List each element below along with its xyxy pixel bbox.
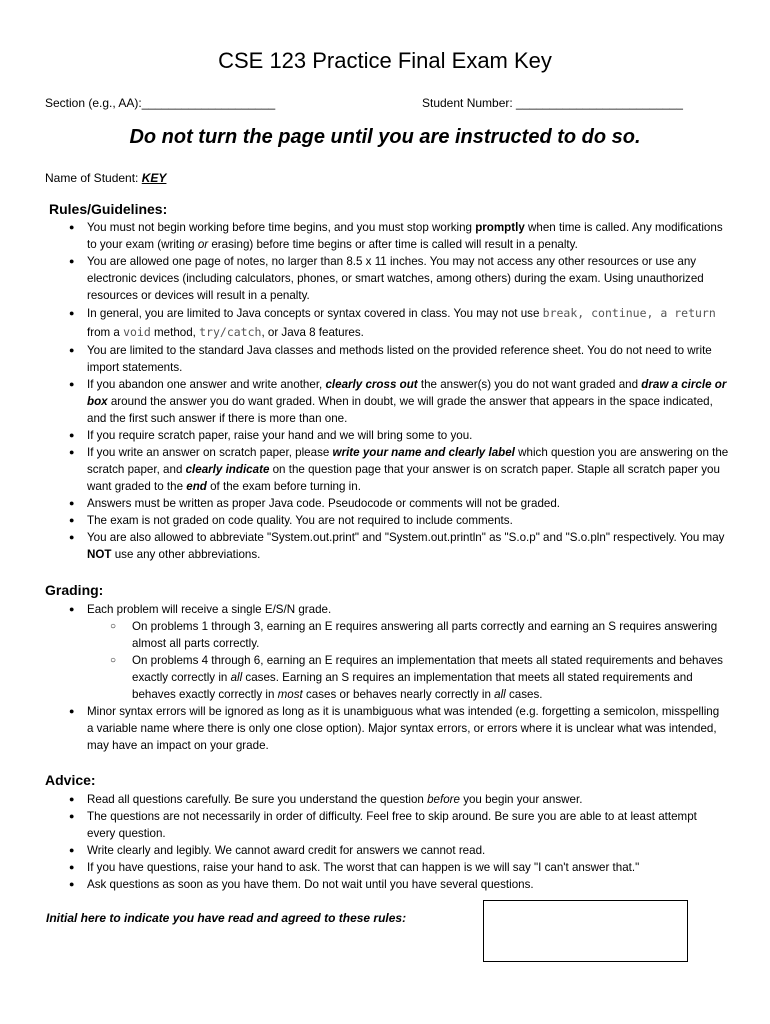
warning-heading: Do not turn the page until you are instructed to do so.: [129, 126, 641, 148]
page-title: CSE 123 Practice Final Exam Key: [218, 48, 552, 73]
list-item: ● You are also allowed to abbreviate "System.out.print" and "System.out.println" as "S.o.p" and "S.o.pln" respectively. You may NOT use any other abbreviations.: [65, 529, 730, 563]
initial-label: Initial here to indicate you have read and agreed to these rules:: [46, 911, 407, 925]
list-item: ● You are allowed one page of notes, no larger than 8.5 x 11 inches. You may not access any other resources or use any electronic devices (including calculators, phones, or smart watches, among others) during the exam. Using unauthorized resources or devices will result in a penalty.: [65, 253, 730, 304]
advice-list: [65, 791, 725, 893]
list-item: ● You are limited to the standard Java classes and methods listed on the provided reference sheet. You do not need to write import statements.: [65, 342, 730, 376]
list-item: ● If you have questions, raise your hand to ask. The worst that can happen is we will say "I can't answer that.": [65, 859, 725, 876]
list-item: ● Minor syntax errors will be ignored as long as it is unambiguous what was intended (e.g. forgetting a semicolon, misspelling a variable name where there is only one close option). Major syntax errors, or errors where it is unclear what was intended, may have an impact on your grade.: [65, 703, 725, 754]
list-item: ● Ask questions as soon as you have them. Do not wait until you have several questions.: [65, 876, 725, 893]
section-field: Section (e.g., AA):____________________: [45, 96, 276, 110]
list-item: ● In general, you are limited to Java concepts or syntax covered in class. You may not use break, continue, a return from a void method, try/catch, or Java 8 features.: [65, 304, 730, 342]
student-name-label: Name of Student:: [45, 171, 142, 185]
list-item: ● Read all questions carefully. Be sure you understand the question before you begin your answer.: [65, 791, 725, 808]
rules-heading: Rules/Guidelines:: [49, 201, 168, 217]
grading-sublist: [87, 618, 725, 703]
list-item: ● The exam is not graded on code quality. You are not required to include comments.: [65, 512, 730, 529]
list-item: ○ On problems 4 through 6, earning an E requires an implementation that meets all stated requirements and behaves exactly correctly in all cases. Earning an S requires an implementation that meets all stated requirements and behaves exactly correctly in most cases or behaves nearly correctly in all cases.: [87, 652, 725, 703]
list-item: ● Answers must be written as proper Java code. Pseudocode or comments will not be graded.: [65, 495, 730, 512]
initial-box[interactable]: [483, 900, 688, 962]
list-item: ● If you require scratch paper, raise your hand and we will bring some to you.: [65, 427, 730, 444]
grading-list: [65, 601, 725, 754]
rules-list: [65, 219, 730, 563]
list-item: ● If you abandon one answer and write another, clearly cross out the answer(s) you do not want graded and draw a circle or box around the answer you do want graded. When in doubt, we will grade the answer that appears in the space indicated, and the first such answer if there is more than one.: [65, 376, 730, 427]
advice-heading: Advice:: [45, 772, 96, 788]
student-name-value: KEY: [141, 171, 167, 185]
list-item: ● You must not begin working before time begins, and you must stop working promptly when time is called. Any modifications to your exam (writing or erasing) before time begins or after time is called will result in a penalty.: [65, 219, 730, 253]
list-item: ● If you write an answer on scratch paper, please write your name and clearly label which question you are answering on the scratch paper, and clearly indicate on the question page that your answer is on scratch paper. Staple all scratch paper you want graded to the end of the exam before turning in.: [65, 444, 730, 495]
list-item: ● Write clearly and legibly. We cannot award credit for answers we cannot read.: [65, 842, 725, 859]
list-item: ○ On problems 1 through 3, earning an E requires answering all parts correctly and earning an S requires answering almost all parts correctly.: [87, 618, 725, 652]
student-name-line: [45, 171, 166, 185]
student-number-field: Student Number: _________________________: [422, 96, 683, 110]
list-item: ● The questions are not necessarily in order of difficulty. Feel free to skip around. Be sure you are able to at least attempt every question.: [65, 808, 725, 842]
list-item: ● Each problem will receive a single E/S/N grade. ○ On problems 1 through 3, earning an E requires answering all parts correctly and earning an S requires answering almost all parts correctly. ○ On problems 4 through 6, earning an E requires an implementation that meets all stated requirements and behaves exactly correctly in all cases. Earning an S requires an implementation that meets all stated requirements and behaves exactly correctly in most cases or behaves nearly correctly in all cases.: [65, 601, 725, 703]
grading-heading: Grading:: [45, 582, 104, 598]
